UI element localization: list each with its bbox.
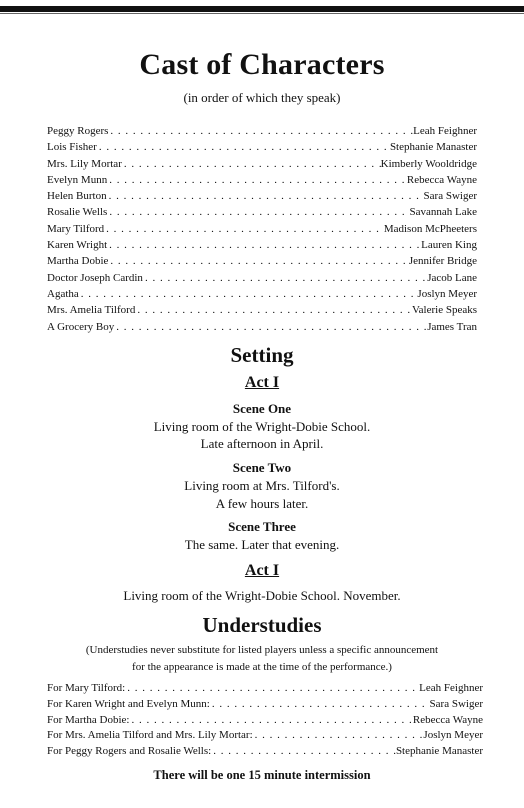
leader-dots [104,221,384,237]
understudy-actor: Rebecca Wayne [412,713,483,726]
cast-row [47,204,477,220]
cast-actor: Joslyn Meyer [417,287,477,300]
leader-dots [114,319,427,335]
leader-dots [107,188,424,204]
act-heading: Act I [244,562,280,579]
scene-time: A few hours later. [215,496,309,511]
cast-row [47,237,477,253]
cast-row [47,156,477,172]
cast-role: Mrs. Lily Mortar [47,157,122,170]
scene-time: Late afternoon in April. [200,436,324,451]
understudy-row [47,744,483,760]
act-description: Living room of the Wright-Dobie School. November. [123,588,401,603]
understudy-row [47,681,483,697]
scene-description: Living room at Mrs. Tilford's. [184,478,340,493]
cast-actor: Lauren King [421,239,477,252]
understudy-role: For Martha Dobie: [47,713,130,726]
cast-role: Lois Fisher [47,141,97,154]
understudies-heading: Understudies [202,613,322,637]
leader-dots [97,139,390,155]
setting-heading: Setting [230,343,294,367]
understudy-row [47,713,483,729]
top-rule [0,6,524,12]
understudy-role: For Mary Tilford: [47,682,126,694]
cast-row [47,286,477,302]
cast-role: Rosalie Wells [47,206,108,219]
understudies-note [36,642,488,676]
leader-dots [125,681,419,697]
understudy-role: For Peggy Rogers and Rosalie Wells: [47,745,212,758]
scene-title: Scene One [232,401,292,416]
cast-role: Martha Dobie [47,255,109,268]
leader-dots [122,156,381,172]
cast-role: Helen Burton [47,190,107,203]
understudy-actor: Leah Feighner [419,682,483,694]
scene-description: The same. Later that evening. [184,537,340,552]
leader-dots [107,172,407,188]
cast-row [47,139,477,155]
cast-actor: James Tran [427,320,477,333]
cast-list [47,123,477,335]
cast-role: Mary Tilford [47,222,105,235]
understudy-actor: Sara Swiger [429,697,483,710]
act-heading: Act I [244,374,280,391]
scene-title: Scene Three [228,519,296,534]
leader-dots [135,302,412,318]
leader-dots [253,728,424,744]
cast-actor: Valerie Speaks [411,304,477,317]
top-rule-thin [0,13,524,14]
leader-dots [143,270,427,286]
cast-role: A Grocery Boy [47,320,115,333]
cast-row [47,270,477,286]
page-title: Cast of Characters [139,48,385,81]
leader-dots [107,237,421,253]
cast-row [47,221,477,237]
cast-actor: Madison McPheeters [383,222,477,235]
leader-dots [211,744,396,760]
understudy-actor: Joslyn Meyer [423,729,483,742]
understudy-role: For Karen Wright and Evelyn Munn: [47,697,210,710]
cast-actor: Savannah Lake [409,206,477,219]
scene-title: Scene Two [232,460,292,475]
understudies-note-line: (Understudies never substitute for listed players unless a specific announcement [85,644,439,656]
cast-actor: Stephanie Manaster [389,141,477,154]
intermission-notice: There will be one 15 minute intermission [153,768,371,782]
cast-actor: Jennifer Bridge [408,255,477,268]
cast-row [47,319,477,335]
understudy-row [47,697,483,713]
understudies-list [47,681,483,760]
cast-actor: Leah Feighner [413,125,477,137]
understudy-role: For Mrs. Amelia Tilford and Mrs. Lily Mortar: [47,729,253,742]
cast-actor: Rebecca Wayne [406,173,477,186]
page-subtitle: (in order of which they speak) [183,90,341,105]
leader-dots [210,697,430,713]
understudy-row [47,728,483,744]
cast-role: Evelyn Munn [47,173,108,186]
cast-actor: Jacob Lane [427,271,477,284]
leader-dots [108,253,408,269]
leader-dots [107,204,409,220]
cast-role: Mrs. Amelia Tilford [47,304,136,317]
leader-dots [108,123,413,139]
cast-role: Agatha [47,287,79,300]
cast-row [47,123,477,139]
cast-row [47,172,477,188]
understudy-actor: Stephanie Manaster [395,745,483,758]
cast-row [47,302,477,318]
cast-row [47,188,477,204]
cast-row [47,253,477,269]
cast-actor: Sara Swiger [423,190,477,203]
leader-dots [129,713,412,729]
leader-dots [79,286,418,302]
understudies-note-line: for the appearance is made at the time of the performance.) [132,661,392,673]
cast-role: Doctor Joseph Cardin [47,271,143,284]
scene-description: Living room of the Wright-Dobie School. [153,419,371,434]
cast-actor: Kimberly Wooldridge [380,157,477,170]
cast-role: Karen Wright [47,239,108,252]
cast-role: Peggy Rogers [47,125,109,137]
